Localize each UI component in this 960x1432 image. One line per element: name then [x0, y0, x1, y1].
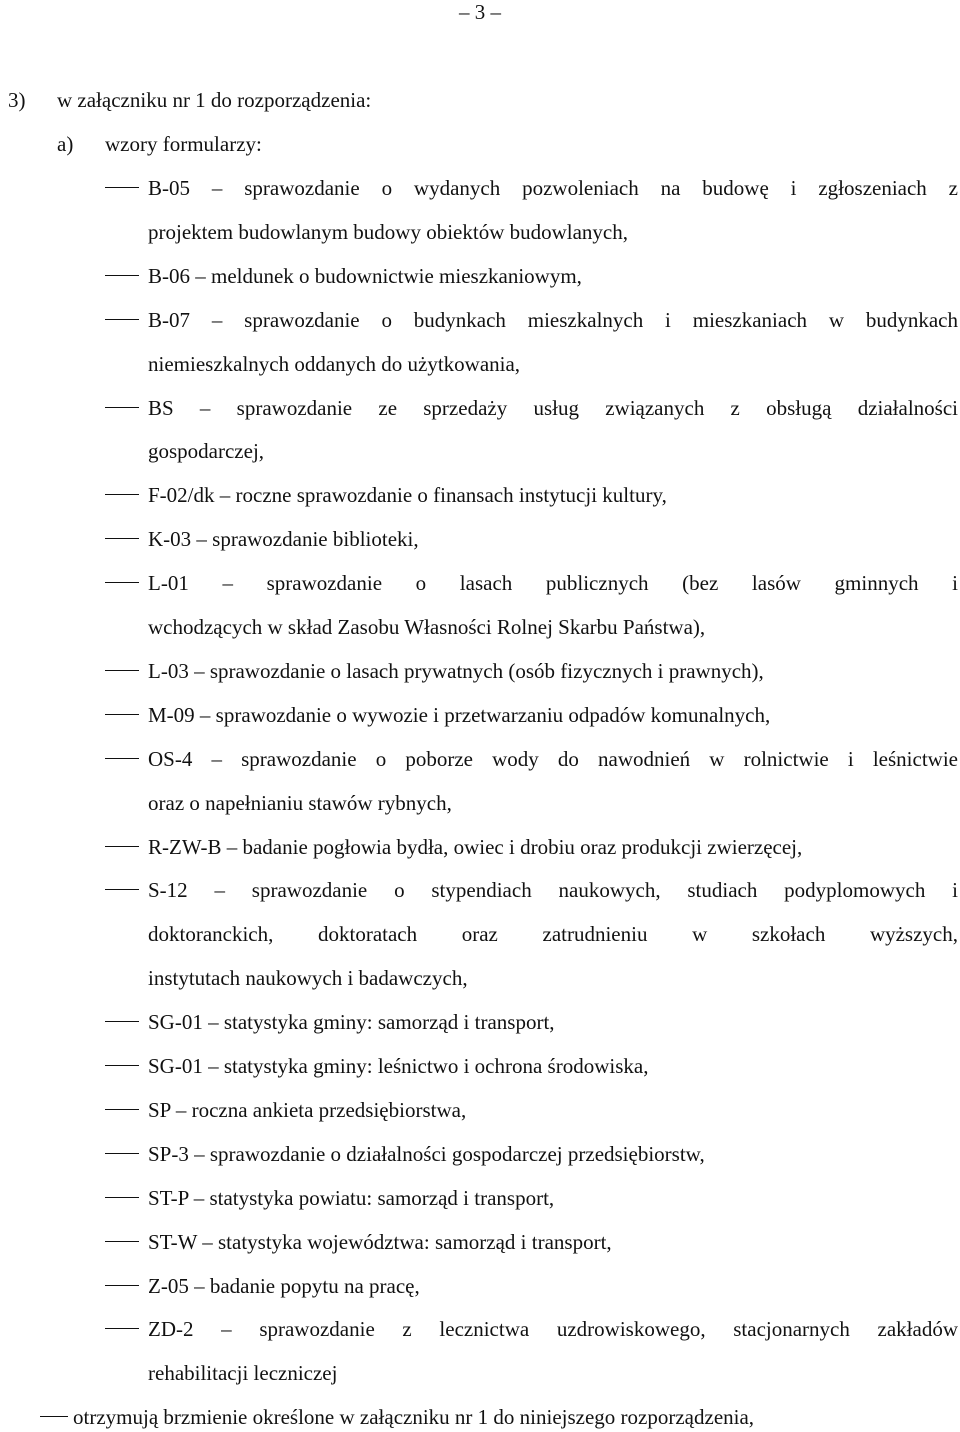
sub-letter: a)	[57, 132, 74, 156]
list-dash	[105, 1285, 139, 1286]
item-text: w załączniku nr 1 do rozporządzenia:	[57, 88, 372, 112]
list-item-text: L-01 – sprawozdanie o lasach publicznych (bez lasów gminnych i	[148, 571, 958, 595]
list-dash	[105, 758, 139, 759]
list-item-text: K-03 – sprawozdanie biblioteki,	[148, 527, 419, 551]
list-dash	[105, 889, 139, 890]
list-item	[0, 876, 960, 904]
list-item-continuation	[0, 1359, 960, 1387]
list-item-continuation	[0, 920, 960, 948]
list-item	[0, 657, 960, 685]
list-item	[0, 174, 960, 202]
list-dash	[105, 538, 139, 539]
list-dash	[105, 1328, 139, 1329]
list-item-text: B-06 – meldunek o budownictwie mieszkaniowym,	[148, 264, 582, 288]
list-item-text: SG-01 – statystyka gminy: leśnictwo i ochrona środowiska,	[148, 1054, 649, 1078]
list-dash	[105, 407, 139, 408]
list-item	[0, 262, 960, 290]
list-item	[0, 1140, 960, 1168]
list-dash	[105, 187, 139, 188]
list-item-continuation	[0, 350, 960, 378]
list-item-text: M-09 – sprawozdanie o wywozie i przetwarzaniu odpadów komunalnych,	[148, 703, 771, 727]
list-item-text: doktoranckich, doktoratach oraz zatrudnieniu w szkołach wyższych,	[148, 922, 958, 946]
list-item-text: niemieszkalnych oddanych do użytkowania,	[148, 352, 521, 376]
final-text: otrzymują brzmienie określone w załączniku nr 1 do niniejszego rozporządzenia,	[73, 1405, 755, 1429]
list-item-text: S-12 – sprawozdanie o stypendiach naukowych, studiach podyplomowych i	[148, 878, 958, 902]
list-item	[0, 701, 960, 729]
list-item-text: L-03 – sprawozdanie o lasach prywatnych (osób fizycznych i prawnych),	[148, 659, 764, 683]
list-item-text: OS-4 – sprawozdanie o poborze wody do nawodnień w rolnictwie i leśnictwie	[148, 747, 958, 771]
list-item-text: Z-05 – badanie popytu na pracę,	[148, 1274, 420, 1298]
list-item-text: B-05 – sprawozdanie o wydanych pozwoleniach na budowę i zgłoszeniach z	[148, 176, 958, 200]
list-dash	[105, 1153, 139, 1154]
item-3	[0, 86, 960, 114]
list-item-continuation	[0, 218, 960, 246]
list-item	[0, 569, 960, 597]
list-item-text: SP-3 – sprawozdanie o działalności gospodarczej przedsiębiorstw,	[148, 1142, 705, 1166]
list-item	[0, 1008, 960, 1036]
list-item-text: oraz o napełnianiu stawów rybnych,	[148, 791, 452, 815]
list-item	[0, 1096, 960, 1124]
list-item	[0, 745, 960, 773]
list-dash	[105, 1197, 139, 1198]
list-item	[0, 306, 960, 334]
sub-item-a	[0, 130, 960, 158]
list-item-continuation	[0, 964, 960, 992]
list-item	[0, 1052, 960, 1080]
list-item-text: B-07 – sprawozdanie o budynkach mieszkalnych i mieszkaniach w budynkach	[148, 308, 958, 332]
list-item	[0, 525, 960, 553]
final-clause	[0, 1403, 960, 1431]
list-dash	[105, 846, 139, 847]
list-item	[0, 1315, 960, 1343]
list-item	[0, 1184, 960, 1212]
list-item	[0, 1228, 960, 1256]
list-dash	[105, 494, 139, 495]
list-dash	[105, 1241, 139, 1242]
list-item-text: ST-W – statystyka województwa: samorząd i transport,	[148, 1230, 612, 1254]
list-item	[0, 394, 960, 422]
final-dash	[40, 1416, 68, 1417]
list-dash	[105, 1109, 139, 1110]
list-dash	[105, 1065, 139, 1066]
list-item-continuation	[0, 613, 960, 641]
list-item-continuation	[0, 437, 960, 465]
list-item	[0, 481, 960, 509]
list-item-text: ST-P – statystyka powiatu: samorząd i transport,	[148, 1186, 555, 1210]
list-dash	[105, 275, 139, 276]
list-item-text: rehabilitacji leczniczej	[148, 1361, 338, 1385]
list-dash	[105, 319, 139, 320]
list-item-text: R-ZW-B – badanie pogłowia bydła, owiec i drobiu oraz produkcji zwierzęcej,	[148, 835, 803, 859]
list-item	[0, 1272, 960, 1300]
list-item-text: wchodzących w skład Zasobu Własności Rolnej Skarbu Państwa),	[148, 615, 706, 639]
list-dash	[105, 714, 139, 715]
list-dash	[105, 670, 139, 671]
list-dash	[105, 1021, 139, 1022]
page-number: – 3 –	[459, 0, 501, 24]
list-item-continuation	[0, 789, 960, 817]
list-item-text: projektem budowlanym budowy obiektów budowlanych,	[148, 220, 629, 244]
list-item-text: SG-01 – statystyka gminy: samorząd i transport,	[148, 1010, 555, 1034]
list-item-text: instytutach naukowych i badawczych,	[148, 966, 468, 990]
item-number: 3)	[8, 88, 26, 112]
list-item-text: gospodarczej,	[148, 439, 265, 463]
list-item-text: BS – sprawozdanie ze sprzedaży usług związanych z obsługą działalności	[148, 396, 958, 420]
list-dash	[105, 582, 139, 583]
list-item-text: SP – roczna ankieta przedsiębiorstwa,	[148, 1098, 467, 1122]
sub-text: wzory formularzy:	[105, 132, 262, 156]
list-item-text: ZD-2 – sprawozdanie z lecznictwa uzdrowiskowego, stacjonarnych zakładów	[148, 1317, 958, 1341]
list-item-text: F-02/dk – roczne sprawozdanie o finansach instytucji kultury,	[148, 483, 667, 507]
list-item	[0, 833, 960, 861]
